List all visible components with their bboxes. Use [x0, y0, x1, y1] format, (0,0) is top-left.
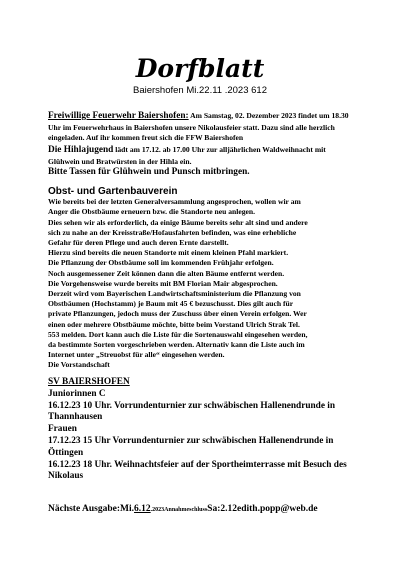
sv-heading: SV BAIERSHOFEN [48, 377, 130, 387]
text-line: Juniorinnen C [48, 388, 106, 399]
next-issue-date-underlined: 6.12 [134, 504, 151, 514]
text-line: Hierzu sind bereits die neuen Standorte mit einem kleinen Pfahl markiert. [48, 248, 289, 258]
feuerwehr-text: Am Samstag, 02. Dezember 2023 findet um 18.30 Uhr im Feuerwehrhaus in Baiershofen unsere Nikolausfeier statt. Dazu sind alle herzlich eingeladen. Auf ihr kommen freut sich die FFW Baiershofen [48, 111, 349, 142]
hihlajugend-text: lädt am 17.12. ab 17.00 Uhr zur alljährlichen Waldweihnacht mit Glühwein und Bratwürsten in der Hihla ein. [48, 145, 326, 166]
deadline-date: Sa:2.12 [207, 504, 237, 514]
text-line: 553 melden. Dort kann auch die Liste für die Sortenauswahl eingesehen werden, [48, 329, 308, 339]
text-line: Wie bereits bei der letzten Generalversammlung angesprochen, wollen wir am [48, 197, 301, 207]
text-line: einen oder mehrere Obstbäume möchte, bitte beim Vorstand Ulrich Strak Tel. [48, 319, 300, 329]
feuerwehr-heading: Freiwillige Feuerwehr Baiershofen: [48, 111, 189, 121]
text-line: 16.12.23 10 Uhr. Vorrundenturnier zur schwäbischen Hallenendrunde in [48, 400, 336, 411]
feuerwehr-section [48, 111, 358, 143]
hihlajugend-heading: Die Hihlajugend [48, 145, 114, 155]
text-line: Thannhausen [48, 412, 103, 423]
text-line: Nikolaus [48, 471, 84, 482]
text-line: Frauen [48, 424, 77, 435]
text-line: sich zu nahe an der Kreisstraße/Hofausfahrten befinden, was eine erhebliche [48, 227, 297, 237]
obst-section [48, 187, 358, 371]
text-line: Internet unter „Streuobst für alle“ eingesehen werden. [48, 350, 225, 360]
text-line: Öttingen [48, 447, 84, 458]
text-line: Dies sehen wir als erforderlich, da einige Bäume bereits sehr alt sind und andere [48, 217, 308, 227]
deadline-label: Annahmeschluss [164, 507, 208, 513]
sv-text [48, 389, 358, 483]
text-line: Obstbäumen (Hochstamm) je Baum mit 45 € bezuschusst. Dies gilt auch für [48, 299, 294, 309]
text-line: Die Vorstandschaft [48, 360, 110, 370]
contact-email[interactable]: edith.popp@web.de [237, 504, 318, 514]
next-issue-year: .2023 [150, 507, 165, 513]
text-line: Die Vorgehensweise wurde bereits mit BM Florian Mair abgesprochen. [48, 278, 278, 288]
text-line: Die Pflanzung der Obstbäume soll im kommenden Frühjahr erfolgen. [48, 258, 274, 268]
hihlajugend-note: Bitte Tassen für Glühwein und Punsch mitbringen. [48, 167, 250, 177]
obst-heading: Obst- und Gartenbauverein [48, 186, 178, 197]
text-line: Gefahr für deren Pflege und auch deren Ernte darstellt. [48, 238, 229, 248]
sv-section [48, 377, 358, 483]
text-line: Noch ausgemessener Zeit können dann die alten Bäume entfernt werden. [48, 268, 285, 278]
text-line: private Pflanzungen, jedoch muss der Zuschuss über einen Verein erfolgen. Wer [48, 309, 307, 319]
text-line: 16.12.23 18 Uhr. Weihnachtsfeier auf der Sportheimterrasse mit Besuch des [48, 459, 347, 470]
page-subtitle: Baiershofen Mi.22.11 .2023 612 [133, 85, 267, 96]
obst-text [48, 197, 358, 370]
next-issue-date: Mi. [120, 504, 135, 514]
next-issue-label: Nächste Ausgabe: [48, 504, 121, 514]
next-issue-line [48, 504, 358, 514]
hihlajugend-section [48, 145, 358, 179]
text-line: 17.12.23 15 Uhr Vorrundenturnier zur schwäbischen Hallenendrunde in [48, 435, 334, 446]
text-line: Anger die Obstbäume erneuern bzw. die Standorte neu anlegen. [48, 207, 256, 217]
text-line: da bestimmte Sorten vorgeschrieben werden. Alternativ kann die Liste auch im [48, 340, 305, 350]
page-title: Dorfblatt [135, 54, 265, 83]
text-line: Derzeit wird vom Bayerischen Landwirtschaftsministerium die Pflanzung von [48, 289, 301, 299]
